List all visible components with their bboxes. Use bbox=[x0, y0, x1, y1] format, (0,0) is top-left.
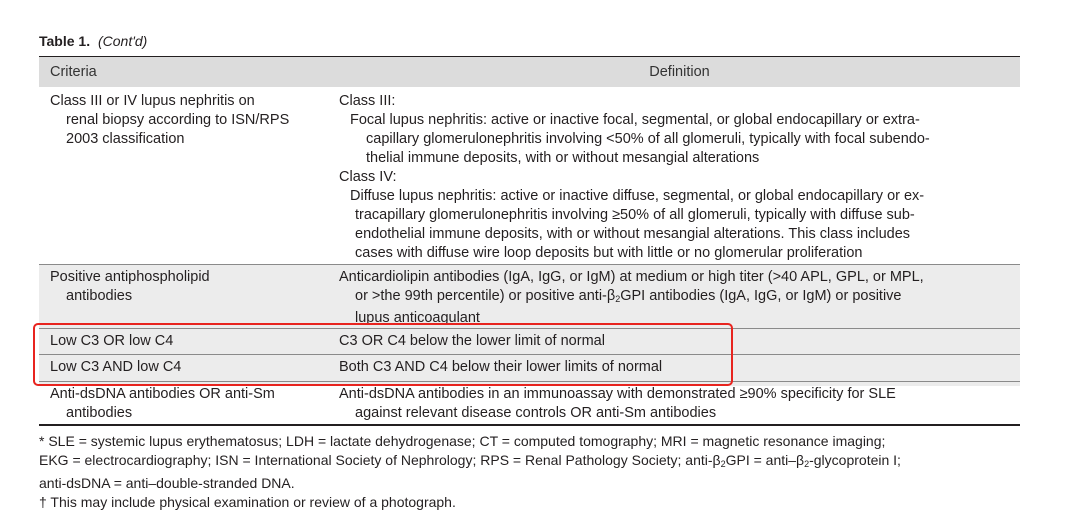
header-criteria: Criteria bbox=[50, 64, 97, 80]
criteria-line: antibodies bbox=[66, 288, 133, 304]
criteria-line: 2003 classification bbox=[66, 131, 185, 147]
footnote-dagger: † This may include physical examination or review of a photograph. bbox=[39, 494, 456, 510]
subscript: 2 bbox=[615, 294, 621, 304]
footnote-abbreviations-line bbox=[39, 451, 1029, 474]
header-definition: Definition bbox=[649, 64, 710, 80]
definition-text: or >the 99th percentile) or positive anti-β bbox=[355, 288, 616, 304]
footnote-text: EKG = electrocardiography; ISN = International Society of Nephrology; RPS = Renal Pathology Society; anti-β bbox=[39, 452, 721, 468]
definition-line: capillary glomerulonephritis involving <50% of all glomeruli, typically with focal subendo- bbox=[366, 131, 930, 147]
criteria-line: Low C3 AND low C4 bbox=[50, 359, 182, 375]
definition-line: Class IV: bbox=[339, 169, 397, 185]
table-bottom-rule bbox=[39, 424, 1020, 426]
table-title-cont: (Cont'd) bbox=[97, 33, 148, 49]
definition-line: Diffuse lupus nephritis: active or inactive diffuse, segmental, or global endocapillary or ex- bbox=[350, 188, 925, 204]
definition-line bbox=[339, 287, 1009, 309]
definition-line: C3 OR C4 below the lower limit of normal bbox=[339, 333, 605, 349]
footnotes bbox=[39, 432, 1029, 512]
criteria-cell bbox=[50, 268, 320, 306]
definition-cell bbox=[339, 268, 1009, 328]
table-title bbox=[39, 33, 147, 49]
definition-cell bbox=[339, 92, 1009, 263]
definition-text: GPI antibodies (IgA, IgG, or IgM) or positive bbox=[620, 288, 902, 304]
definition-line: Focal lupus nephritis: active or inactive focal, segmental, or global endocapillary or extra- bbox=[350, 112, 920, 128]
definition-line: Both C3 AND C4 below their lower limits of normal bbox=[339, 359, 663, 375]
footnote-abbreviations-line: * SLE = systemic lupus erythematosus; LDH = lactate dehydrogenase; CT = computed tomography; MRI = magnetic resonance imaging; bbox=[39, 433, 886, 449]
definition-line: Class III: bbox=[339, 93, 396, 109]
footnote-text: -glycoprotein I; bbox=[809, 452, 901, 468]
criteria-line: renal biopsy according to ISN/RPS bbox=[66, 112, 290, 128]
definition-line: against relevant disease controls OR anti-Sm antibodies bbox=[355, 405, 717, 421]
subscript: 2 bbox=[804, 459, 810, 469]
definition-line: lupus anticoagulant bbox=[355, 310, 480, 326]
footnote-text: GPI = anti–β bbox=[725, 452, 805, 468]
definition-line: thelial immune deposits, with or without mesangial alterations bbox=[366, 150, 760, 166]
criteria-line: Low C3 OR low C4 bbox=[50, 333, 174, 349]
subscript: 2 bbox=[720, 459, 726, 469]
criteria-line: Positive antiphospholipid bbox=[50, 269, 210, 285]
criteria-line: antibodies bbox=[66, 405, 133, 421]
criteria-cell bbox=[50, 92, 320, 149]
definition-cell bbox=[339, 385, 1009, 423]
footnote-abbreviations-line: anti-dsDNA = anti–double-stranded DNA. bbox=[39, 475, 295, 491]
table-header bbox=[39, 57, 1020, 87]
definition-line: Anti-dsDNA antibodies in an immunoassay with demonstrated ≥90% specificity for SLE bbox=[339, 386, 896, 402]
highlight-annotation-box bbox=[33, 323, 733, 386]
definition-line: cases with diffuse wire loop deposits but with little or no glomerular proliferation bbox=[355, 245, 863, 261]
definition-line: tracapillary glomerulonephritis involving ≥50% of all glomeruli, typically with diffuse sub- bbox=[355, 207, 915, 223]
definition-line: Anticardiolipin antibodies (IgA, IgG, or IgM) at medium or high titer (>40 APL, GPL, or MPL, bbox=[339, 269, 924, 285]
table-title-label: Table 1. bbox=[39, 33, 91, 49]
criteria-line: Class III or IV lupus nephritis on bbox=[50, 93, 255, 109]
criteria-cell bbox=[50, 385, 320, 423]
criteria-line: Anti-dsDNA antibodies OR anti-Sm bbox=[50, 386, 275, 402]
definition-line: endothelial immune deposits, with or without mesangial alterations. This class includes bbox=[355, 226, 911, 242]
